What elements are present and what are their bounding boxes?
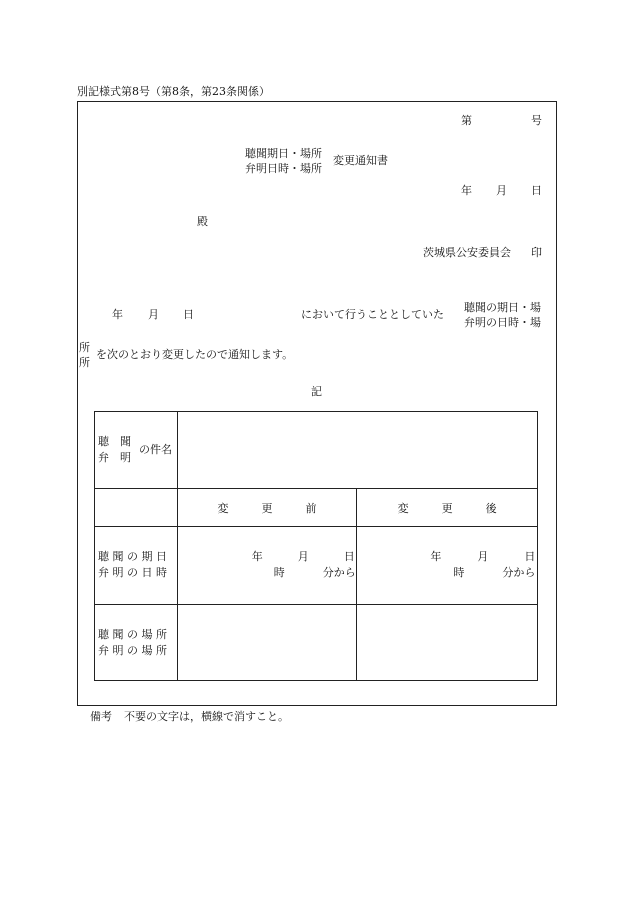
body-left-top: 所 xyxy=(79,341,90,354)
note-label: 備考 xyxy=(90,710,112,723)
title-stack-bottom: 弁明日時・場所 xyxy=(245,162,322,175)
title-main: 変更通知書 xyxy=(333,154,388,167)
addressee-suffix: 殿 xyxy=(197,215,208,228)
place-row xyxy=(95,605,538,681)
after-minute: 分から xyxy=(502,566,536,579)
header-empty-cell xyxy=(95,489,178,527)
date-day: 日 xyxy=(531,184,542,197)
date-label-cell xyxy=(95,527,178,605)
body-year: 年 xyxy=(112,308,123,321)
date-after-cell[interactable] xyxy=(357,527,538,605)
date-before-cell[interactable] xyxy=(177,527,357,605)
case-label-top: 聴 聞 xyxy=(98,435,131,448)
note-text: 不要の文字は，横線で消すこと。 xyxy=(124,710,289,723)
case-name-label-cell xyxy=(95,412,178,489)
after-year: 年 xyxy=(430,550,442,563)
body-left-bottom: 所 xyxy=(79,356,90,369)
case-name-value-cell[interactable] xyxy=(177,412,537,489)
case-label-bottom: 弁 明 xyxy=(98,451,131,464)
after-header: 変 更 後 xyxy=(397,501,497,515)
place-label-bottom: 弁 明 の 場 所 xyxy=(98,644,167,657)
before-header: 変 更 前 xyxy=(217,501,317,515)
date-label-top: 聴 聞 の 期 日 xyxy=(98,550,167,563)
body-stack-bottom: 弁明の日時・場 xyxy=(464,316,541,329)
ki-heading: 記 xyxy=(311,385,322,398)
form-title: 別記様式第8号（第8条，第23条関係） xyxy=(77,85,270,98)
body-stack-top: 聴聞の期日・場 xyxy=(464,301,541,314)
place-before-cell[interactable] xyxy=(177,605,357,681)
body-day: 日 xyxy=(183,308,194,321)
place-label-cell xyxy=(95,605,178,681)
after-day: 日 xyxy=(524,550,536,563)
after-month: 月 xyxy=(477,550,489,563)
before-minute: 分から xyxy=(322,566,356,579)
place-after-cell[interactable] xyxy=(357,605,538,681)
date-year: 年 xyxy=(461,184,472,197)
body-month: 月 xyxy=(148,308,159,321)
body-rest-text: を次のとおり変更したので通知します。 xyxy=(96,348,294,361)
before-header-cell xyxy=(177,489,357,527)
before-day: 日 xyxy=(343,550,355,563)
case-label-suffix: の件名 xyxy=(139,443,172,456)
place-label-top: 聴 聞 の 場 所 xyxy=(98,628,167,641)
number-go: 号 xyxy=(531,114,542,127)
before-month: 月 xyxy=(297,550,309,563)
title-stack-top: 聴聞期日・場所 xyxy=(245,147,322,160)
before-year: 年 xyxy=(251,550,263,563)
issuer-name: 茨城県公安委員会 xyxy=(423,246,511,259)
header-row xyxy=(95,489,538,527)
body-mid-text: において行うこととしていた xyxy=(301,308,444,321)
after-header-cell xyxy=(357,489,538,527)
date-row xyxy=(95,527,538,605)
seal-mark: 印 xyxy=(531,246,542,259)
date-label-bottom: 弁 明 の 日 時 xyxy=(98,566,167,579)
number-dai: 第 xyxy=(461,114,472,127)
change-table xyxy=(94,411,538,681)
case-name-row xyxy=(95,412,538,489)
after-hour: 時 xyxy=(453,566,465,579)
before-hour: 時 xyxy=(273,566,285,579)
date-month: 月 xyxy=(496,184,507,197)
